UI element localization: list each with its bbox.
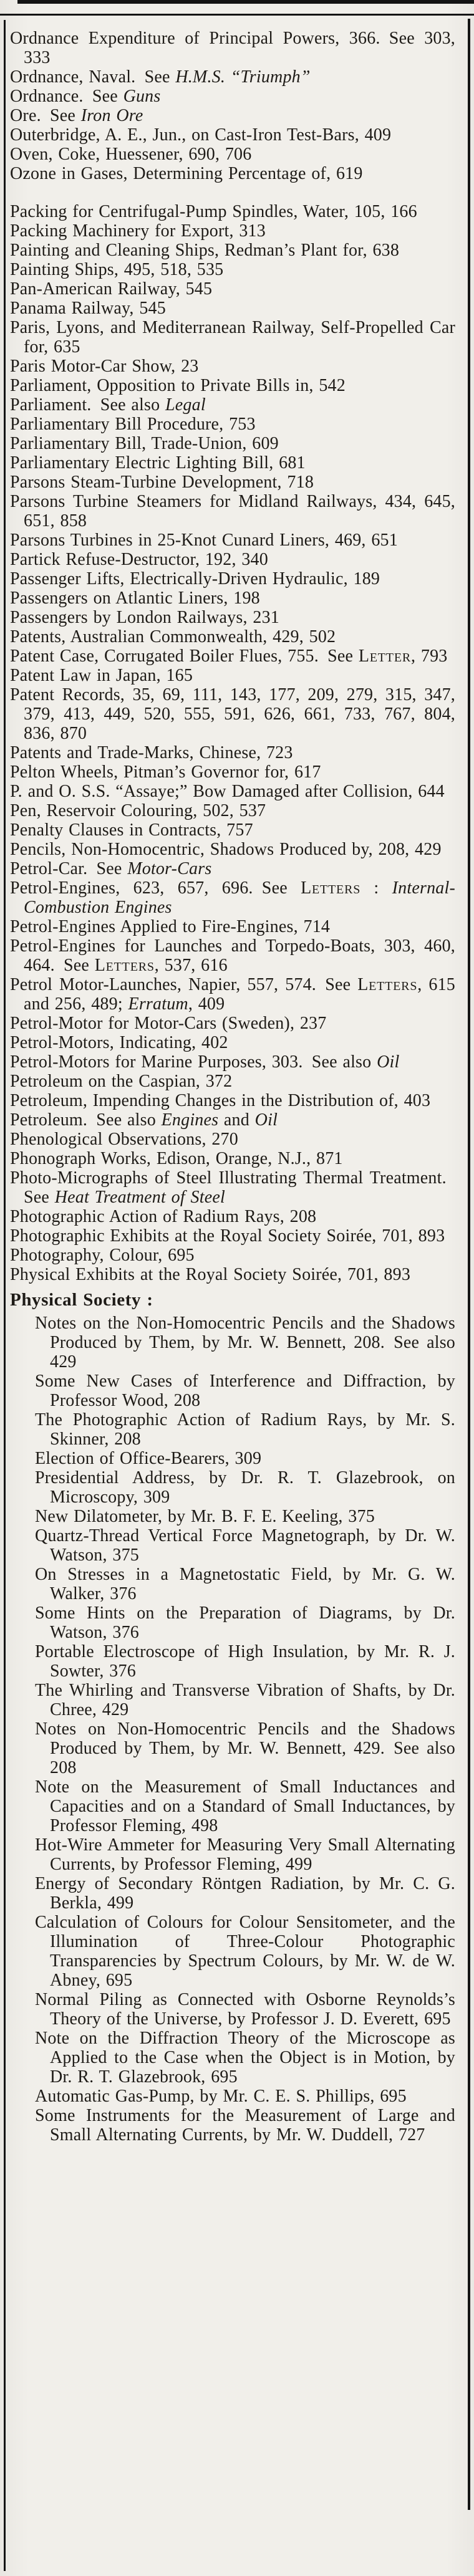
index-entry: Petrol-Engines, 623, 657, 696. See Letters : Internal-Combustion Engines xyxy=(10,878,455,917)
index-entry: Parsons Steam-Turbine Development, 718 xyxy=(10,473,314,492)
index-entry: Parliamentary Bill, Trade-Union, 609 xyxy=(10,434,279,453)
index-entry: Patent Records, 35, 69, 111, 143, 177, 209, 279, 315, 347, 379, 413, 449, 520, 555, 591, 626, 661, 733, 767, 804, 836, 870 xyxy=(10,685,455,743)
index-entry: The Photographic Action of Radium Rays, by Mr. S. Skinner, 208 xyxy=(35,1410,455,1449)
index-entry: Painting and Cleaning Ships, Redman’s Plant for, 638 xyxy=(10,241,400,260)
index-entry: Quartz-Thread Vertical Force Magnetograph, by Dr. W. Watson, 375 xyxy=(35,1526,455,1565)
index-entry: Photographic Exhibits at the Royal Society Soirée, 701, 893 xyxy=(10,1226,445,1246)
index-entry: Penalty Clauses in Contracts, 757 xyxy=(10,820,253,840)
index-entry: Parsons Turbines in 25-Knot Cunard Liners, 469, 651 xyxy=(10,531,398,550)
index-entry: Some New Cases of Interference and Diffraction, by Professor Wood, 208 xyxy=(35,1372,455,1410)
index-entry: Patent Law in Japan, 165 xyxy=(10,666,193,685)
index-entry: Paris, Lyons, and Mediterranean Railway, Self-Propelled Car for, 635 xyxy=(10,318,455,357)
index-entry: Painting Ships, 495, 518, 535 xyxy=(10,260,224,279)
index-entry: Parliamentary Bill Procedure, 753 xyxy=(10,415,256,434)
index-entry: Parsons Turbine Steamers for Midland Railways, 434, 645, 651, 858 xyxy=(10,492,455,531)
index-entry: Hot-Wire Ammeter for Measuring Very Small Alternating Currents, by Professor Fleming, 499 xyxy=(35,1835,455,1874)
index-entry: Petrol-Motor for Motor-Cars (Sweden), 237 xyxy=(10,1014,327,1033)
index-entry: Petroleum on the Caspian, 372 xyxy=(10,1072,233,1091)
index-entry: Normal Piling as Connected with Osborne Reynolds’s Theory of the Universe, by Professor J. D. Everett, 695 xyxy=(35,1990,455,2029)
index-entry: Petrol-Car. See Motor-Cars xyxy=(10,859,212,878)
index-entry: Petrol-Engines for Launches and Torpedo-Boats, 303, 460, 464. See Letters, 537, 616 xyxy=(10,936,455,975)
index-entry: Photography, Colour, 695 xyxy=(10,1246,195,1265)
index-entry: Election of Office-Bearers, 309 xyxy=(35,1449,262,1468)
index-entry: Patents, Australian Commonwealth, 429, 502 xyxy=(10,627,336,646)
index-entry: Parliamentary Electric Lighting Bill, 681 xyxy=(10,453,306,473)
index-entry: Packing for Centrifugal-Pump Spindles, Water, 105, 166 xyxy=(10,202,417,221)
top-rule-thin xyxy=(0,14,474,16)
index-entry: New Dilatometer, by Mr. B. F. E. Keeling, 375 xyxy=(35,1507,375,1526)
index-entry: Oven, Coke, Huessener, 690, 706 xyxy=(10,145,252,164)
index-entry: Petroleum. See also Engines and Oil xyxy=(10,1110,278,1130)
index-entry: Outerbridge, A. E., Jun., on Cast-Iron Test-Bars, 409 xyxy=(10,125,392,145)
index-section-P xyxy=(10,202,455,2145)
index-entry: Energy of Secondary Röntgen Radiation, by Mr. C. G. Berkla, 499 xyxy=(35,1874,455,1913)
index-entry: Parliament, Opposition to Private Bills in, 542 xyxy=(10,376,346,395)
index-entry: Paris Motor-Car Show, 23 xyxy=(10,357,199,376)
index-entry: Notes on the Non-Homocentric Pencils and the Shadows Produced by Them, by Mr. W. Bennett, 208. See also 429 xyxy=(35,1314,455,1372)
index-entry: Some Hints on the Preparation of Diagrams, by Dr. Watson, 376 xyxy=(35,1603,455,1642)
index-entry: Physical Exhibits at the Royal Society Soirée, 701, 893 xyxy=(10,1265,411,1284)
index-entry: Ordnance. See Guns xyxy=(10,87,161,106)
index-entry: Ordnance, Naval. See H.M.S. “Triumph” xyxy=(10,67,311,87)
column-rule-right xyxy=(468,19,470,2510)
index-entry: Patent Case, Corrugated Boiler Flues, 755. See Letter, 793 xyxy=(10,646,448,666)
index-entry: Petrol-Motors, Indicating, 402 xyxy=(10,1033,228,1052)
index-entry: Pelton Wheels, Pitman’s Governor for, 617 xyxy=(10,762,321,782)
index-entry: Petrol Motor-Launches, Napier, 557, 574. See Letters, 615 and 256, 489; Erratum, 409 xyxy=(10,975,456,1014)
index-entry: Portable Electroscope of High Insulation, by Mr. R. J. Sowter, 376 xyxy=(35,1642,455,1681)
index-entry: Pen, Reservoir Colouring, 502, 537 xyxy=(10,801,266,820)
index-entry: Ozone in Gases, Determining Percentage of, 619 xyxy=(10,164,363,183)
index-entry: Phonograph Works, Edison, Orange, N.J., 871 xyxy=(10,1149,343,1168)
index-entry: Note on the Measurement of Small Inductances and Capacities and on a Standard of Small Inductances, by Professor Fleming, 498 xyxy=(35,1777,455,1835)
index-entry: Note on the Diffraction Theory of the Microscope as Applied to the Case when the Object is in Motion, by Dr. R. T. Glazebrook, 695 xyxy=(35,2029,455,2087)
index-entry: Automatic Gas-Pump, by Mr. C. E. S. Phillips, 695 xyxy=(35,2087,407,2106)
index-entry: Photographic Action of Radium Rays, 208 xyxy=(10,1207,317,1226)
index-entry: Passengers by London Railways, 231 xyxy=(10,608,279,627)
index-entry: Packing Machinery for Export, 313 xyxy=(10,221,266,241)
index-column xyxy=(10,29,455,2145)
index-entry: Notes on Non-Homocentric Pencils and the Shadows Produced by Them, by Mr. W. Bennett, 429. See also 208 xyxy=(35,1719,455,1777)
index-entry: Pan-American Railway, 545 xyxy=(10,279,213,299)
index-entry: Patents and Trade-Marks, Chinese, 723 xyxy=(10,743,293,762)
index-entry: On Stresses in a Magnetostatic Field, by Mr. G. W. Walker, 376 xyxy=(35,1565,455,1603)
column-rule-left xyxy=(4,20,6,2571)
index-entry: Passenger Lifts, Electrically-Driven Hydraulic, 189 xyxy=(10,569,380,589)
index-entry: Petroleum, Impending Changes in the Distribution of, 403 xyxy=(10,1091,431,1110)
index-entry: Photo-Micrographs of Steel Illustrating Thermal Treatment. See Heat Treatment of Steel xyxy=(10,1168,455,1207)
index-entry: Passengers on Atlantic Liners, 198 xyxy=(10,589,260,608)
index-entry: P. and O. S.S. “Assaye;” Bow Damaged after Collision, 644 xyxy=(10,782,445,801)
index-entry: Presidential Address, by Dr. R. T. Glazebrook, on Microscopy, 309 xyxy=(35,1468,455,1507)
index-entry: The Whirling and Transverse Vibration of Shafts, by Dr. Chree, 429 xyxy=(35,1681,455,1719)
index-entry: Partick Refuse-Destructor, 192, 340 xyxy=(10,550,268,569)
index-entry: Some Instruments for the Measurement of Large and Small Alternating Currents, by Mr. W. Duddell, 727 xyxy=(35,2106,455,2145)
index-entry: Petrol-Engines Applied to Fire-Engines, 714 xyxy=(10,917,331,936)
index-section-O xyxy=(10,29,455,183)
index-entry: Phenological Observations, 270 xyxy=(10,1130,238,1149)
index-entry: Pencils, Non-Homocentric, Shadows Produced by, 208, 429 xyxy=(10,840,442,859)
index-entry: Calculation of Colours for Colour Sensitometer, and the Illumination of Three-Colour Photographic Transparencies by Spectrum Colours, by Mr. W. de W. Abney, 695 xyxy=(35,1913,455,1990)
index-entry: Ore. See Iron Ore xyxy=(10,106,143,125)
index-entry: Ordnance Expenditure of Principal Powers, 366. See 303, 333 xyxy=(10,29,455,67)
index-entry: Parliament. See also Legal xyxy=(10,395,206,415)
top-rule-thick xyxy=(17,0,474,4)
index-entry: Petrol-Motors for Marine Purposes, 303. See also Oil xyxy=(10,1052,400,1072)
group-heading: Physical Society : xyxy=(10,1290,153,1310)
index-entry: Panama Railway, 545 xyxy=(10,299,166,318)
